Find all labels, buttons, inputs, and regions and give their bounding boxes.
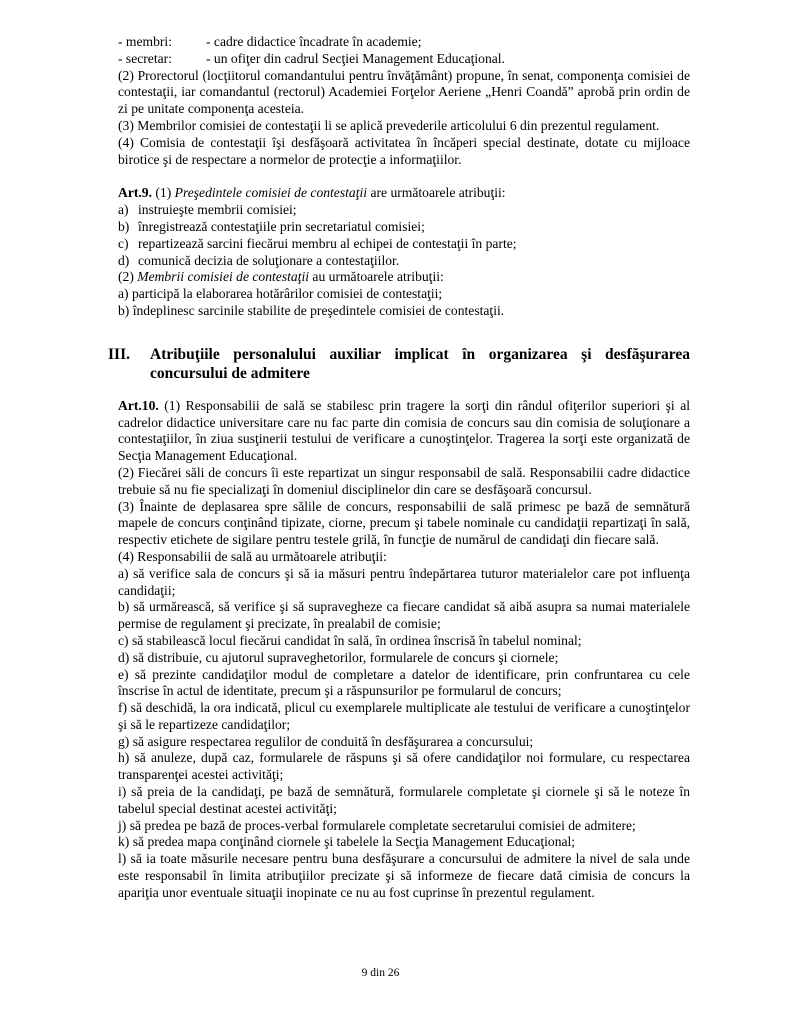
paragraph: (4) Responsabilii de sală au următoarele atribuţii: <box>118 548 387 564</box>
list-item: a) instruieşte membrii comisiei; <box>118 202 297 218</box>
list-item: e) să prezinte candidaţilor modul de completare a datelor de identificare, prin confruntarea cu cele înscrise în actul de identitate, precum şi a răspunsurilor pe formularul de concurs; <box>118 666 690 699</box>
role-label: - secretar: <box>118 50 172 66</box>
list-item: b) îndeplinesc sarcinile stabilite de preşedintele comisiei de contestaţii. <box>118 302 505 318</box>
membership-line-secretary <box>118 51 690 68</box>
article-label: Art.10. <box>118 397 159 413</box>
italic-term: Membrii comisiei de contestaţii <box>137 269 310 285</box>
list-item: c) repartizează sarcini fiecărui membru al echipei de contestaţii în parte; <box>118 235 517 251</box>
paragraph: (2) Fiecărei săli de concurs îi este repartizat un singur responsabil de sală. Responsabilii cadre didactice trebuie să nu fie specializaţi în domeniul disciplinelor din care se desfăşoară concursul. <box>118 464 690 497</box>
list-item: h) să anuleze, după caz, formularele de răspuns şi să ofere candidaţilor noi formulare, cu respectarea transparenţei acestei activităţi; <box>118 750 690 783</box>
list-item: i) să preia de la candidaţi, pe bază de semnătură, formularele completate şi ciornele şi să le noteze în tabelul special destinat acestei activităţi; <box>118 784 690 816</box>
list-item: c) să stabilească locul fiecărui candidat în sală, în ordinea înscrisă în tabelul nominal; <box>118 632 582 648</box>
membership-line-members <box>118 34 690 51</box>
role-text: - cadre didactice încadrate în academie; <box>206 34 422 49</box>
list-item: g) să asigure respectarea regulilor de conduită în desfăşurarea a concursului; <box>118 733 534 749</box>
article-10-paragraph-1: Art.10. (1) Responsabilii de sală se stabilesc prin tragere la sorţi din rândul ofiţerilor superiori şi al cadrelor didactice universitare care nu fac parte din comisia de concurs sau din comisia de soluţionare a contestaţiilor, în ziua susţinerii testului de verificare a cunoştinţelor. Tragerea la sorţi este organizată de Secţia Management Educaţional. <box>118 397 690 464</box>
paragraph: (2) Prorectorul (locţiitorul comandantului pentru învăţământ) propune, în senat, componenţa comisiei de contestaţii, iar comandantul (rectorul) Academiei Forţelor Aeriene „Henri Coandă” aprobă prin ordin de zi pe unitate componenţa acesteia. <box>118 67 690 117</box>
paragraph: (3) Înainte de deplasarea spre sălile de concurs, responsabilii de sală primesc pe bază de semnătură mapele de concurs conţinând tipizate, ciorne, precum şi tabele nominale cu candidaţii repartizaţi în sală, respectiv etichete de sigilare pentru testele grilă, în funcţie de numărul de candidaţi din fiecare sală. <box>118 498 690 548</box>
role-text: - un ofiţer din cadrul Secţiei Management Educaţional. <box>206 50 505 66</box>
list-item: a) să verifice sala de concurs şi să ia măsuri pentru îndepărtarea tuturor materialelor care pot influenţa candidaţii; <box>118 565 690 598</box>
italic-term: Preşedintele comisiei de contestaţii <box>174 185 368 201</box>
list-item: b) înregistrează contestaţiile prin secretariatul comisiei; <box>118 218 425 234</box>
list-item: l) să ia toate măsurile necesare pentru buna desfăşurare a concursului de admitere la nivel de sala unde este responsabil în limita atribuţiilor precizate şi să informeze de fiecare dată cimisia de concurs la apariţia unor eventuale situaţii inopinate ce nu au fost cuprinse în prezentul regulament. <box>118 851 690 900</box>
article-9-intro: Art.9. (1) Preşedintele comisiei de contestaţii are următoarele atribuţii: <box>118 185 506 201</box>
page-number-footer: 9 din 26 <box>361 967 400 979</box>
list-item: k) să predea mapa conţinând ciornele şi tabelele la Secţia Management Educaţional; <box>118 834 576 850</box>
section-number: III. <box>108 345 130 363</box>
list-item: a) participă la elaborarea hotărârilor comisiei de contestaţii; <box>118 286 443 302</box>
paragraph: (4) Comisia de contestaţii îşi desfăşoară activitatea în încăperi special destinate, dotate cu mijloace birotice şi de respectare a normelor de protecţie a informaţiilor. <box>118 134 690 167</box>
section-heading <box>108 345 690 384</box>
list-item: d) să distribuie, cu ajutorul supraveghetorilor, formularele de concurs şi ciornele; <box>118 649 559 665</box>
article-9-paragraph-2: (2) Membrii comisiei de contestaţii au următoarele atribuţii: <box>118 269 444 285</box>
list-item: f) să deschidă, la ora indicată, plicul cu exemplarele multiplicate ale testului de verificare a cunoştinţelor şi să le repartizeze candidaţilor; <box>118 700 690 732</box>
paragraph: (3) Membrilor comisiei de contestaţii li se aplică prevederile articolului 6 din prezentul regulament. <box>118 117 660 133</box>
section-title: Atribuţiile personalului auxiliar implicat în organizarea şi desfăşurarea concursului de admitere <box>150 345 690 383</box>
article-label: Art.9. <box>118 185 152 201</box>
list-item: b) să urmărească, să verifice şi să supravegheze ca fiecare candidat să aibă asupra sa numai materialele permise de regulament şi precizate, în prealabil de comisie; <box>118 599 690 632</box>
document-page <box>108 34 690 902</box>
role-label: - membri: <box>118 34 172 49</box>
list-item: j) să predea pe bază de proces-verbal formularele completate secretarului comisiei de admitere; <box>118 817 636 833</box>
list-item: d) comunică decizia de soluţionare a contestaţiilor. <box>118 252 400 268</box>
